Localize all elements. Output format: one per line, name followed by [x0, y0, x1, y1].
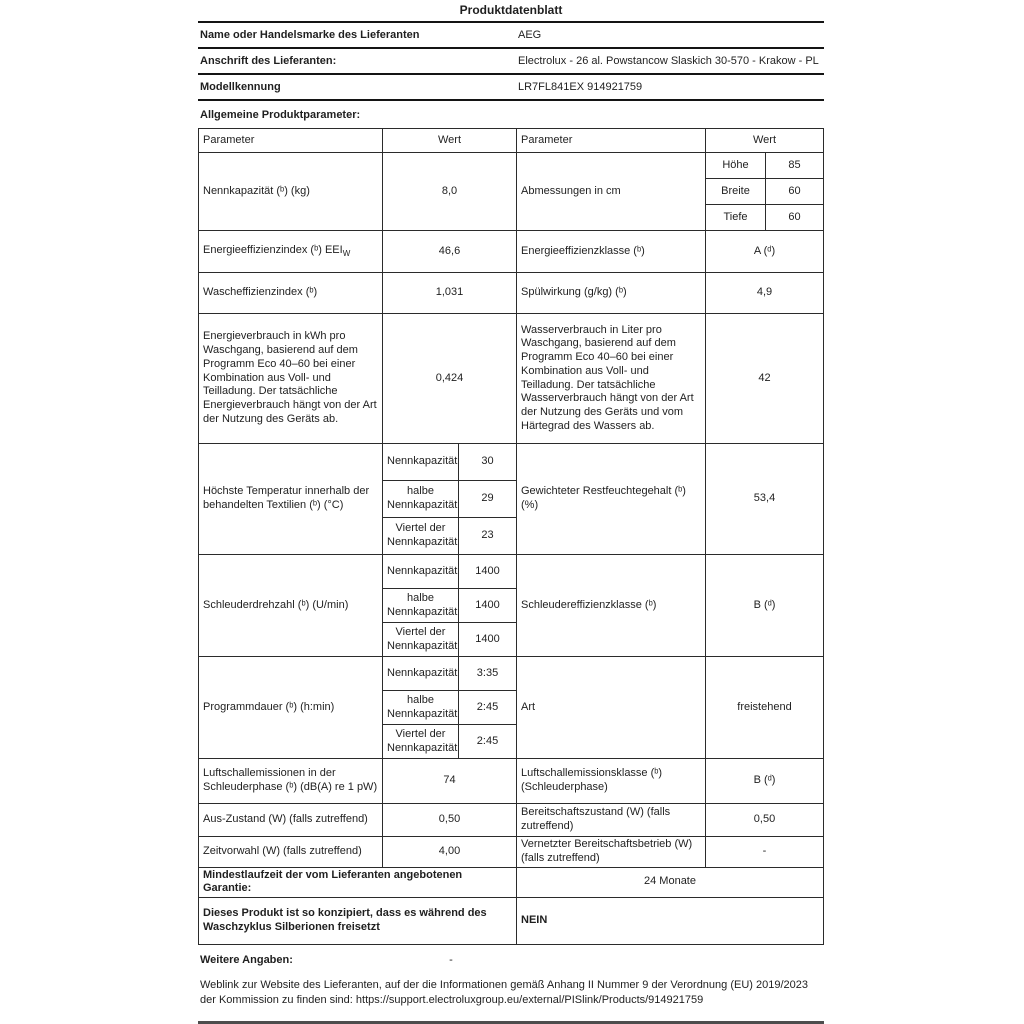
delay-start-value: 4,00	[383, 837, 517, 868]
spin-speed-quarter-label: Viertel der Nennkapazität	[383, 623, 459, 657]
capacity-dimensions-row	[199, 153, 824, 179]
moisture-label: Gewichteter Restfeuchtegehalt (ᵇ) (%)	[517, 444, 706, 555]
duration-row	[199, 657, 824, 691]
section-title: Allgemeine Produktparameter:	[200, 109, 361, 121]
duration-quarter-value: 2:45	[459, 725, 517, 759]
delay-start-label: Zeitvorwahl (W) (falls zutreffend)	[199, 837, 383, 868]
parameters-table	[198, 128, 824, 945]
supplier-name-row	[198, 23, 824, 49]
energy-class-label: Energieeffizienzklasse (ᵇ)	[517, 231, 706, 273]
spin-speed-half-label: halbe Nennkapazität	[383, 589, 459, 623]
energy-class-value: A (ᵈ)	[706, 231, 824, 273]
dimension-depth-label: Tiefe	[706, 205, 766, 231]
energy-consumption-label: Energieverbrauch in kWh pro Waschgang, basierend auf dem Programm Eco 40–60 bei einer Kombination aus Voll- und Teilladung. Der tatsächliche Energieverbrauch hängt von der Art der Nutzung des Geräts ab.	[199, 314, 383, 444]
networked-standby-value: -	[706, 837, 824, 868]
duration-rated-value: 3:35	[459, 657, 517, 691]
noise-row	[199, 759, 824, 804]
water-consumption-value: 42	[706, 314, 824, 444]
supplier-weblink-text: Weblink zur Website des Lieferanten, auf der die Informationen gemäß Anhang II Nummer 9 der Verordnung (EU) 2019/2023 der Kommission zu finden sind: https://support.electroluxgroup.eu/external/PISlink/Products/914921759	[200, 979, 808, 1007]
warranty-row	[199, 867, 824, 898]
dimension-width-value: 60	[766, 179, 824, 205]
supplier-name-label: Name oder Handelsmarke des Lieferanten	[200, 29, 420, 41]
duration-half-label: halbe Nennkapazität	[383, 691, 459, 725]
header-parameter-right: Parameter	[517, 129, 706, 153]
type-label: Art	[517, 657, 706, 759]
max-temp-quarter-label: Viertel der Nennkapazität	[383, 518, 459, 555]
spin-speed-rated-value: 1400	[459, 555, 517, 589]
max-temp-half-value: 29	[459, 481, 517, 518]
eei-value: 46,6	[383, 231, 517, 273]
duration-rated-label: Nennkapazität	[383, 657, 459, 691]
noise-class-label: Luftschallemissionsklasse (ᵇ) (Schleuderphase)	[517, 759, 706, 804]
rinse-label: Spülwirkung (g/kg) (ᵇ)	[517, 273, 706, 314]
spin-class-label: Schleudereffizienzklasse (ᵇ)	[517, 555, 706, 657]
model-id-label: Modellkennung	[200, 81, 281, 93]
table-header-row	[199, 129, 824, 153]
duration-half-value: 2:45	[459, 691, 517, 725]
header-parameter-left: Parameter	[199, 129, 383, 153]
model-id-row	[198, 75, 824, 101]
capacity-label: Nennkapazität (ᵇ) (kg)	[199, 153, 383, 231]
duration-label: Programmdauer (ᵇ) (h:min)	[199, 657, 383, 759]
bottom-divider	[198, 1021, 824, 1024]
noise-class-value: B (ᵈ)	[706, 759, 824, 804]
model-id-value: LR7FL841EX 914921759	[518, 81, 643, 93]
page-title: Produktdatenblatt	[198, 0, 824, 23]
silver-ions-label: Dieses Produkt ist so konzipiert, dass es während des Waschzyklus Silberionen freisetzt	[199, 898, 517, 945]
off-mode-label: Aus-Zustand (W) (falls zutreffend)	[199, 804, 383, 837]
off-mode-value: 0,50	[383, 804, 517, 837]
silver-ions-row	[199, 898, 824, 945]
off-mode-row	[199, 804, 824, 837]
header-wert-left: Wert	[383, 129, 517, 153]
dimension-depth-value: 60	[766, 205, 824, 231]
noise-label: Luftschallemissionen in der Schleuderphase (ᵇ) (dB(A) re 1 pW)	[199, 759, 383, 804]
max-temp-label: Höchste Temperatur innerhalb der behandelten Textilien (ᵇ) (°C)	[199, 444, 383, 555]
eei-label-text: Energieeffizienzindex (ᵇ) EEI	[203, 244, 343, 256]
water-consumption-label: Wasserverbrauch in Liter pro Waschgang, basierend auf dem Programm Eco 40–60 bei einer Kombination aus Voll- und Teilladung. Der tatsächliche Wasserverbrauch hängt von der Art der Nutzung des Geräts und vom Härtegrad des Wassers ab.	[517, 314, 706, 444]
dimension-height-label: Höhe	[706, 153, 766, 179]
max-temp-rated-value: 30	[459, 444, 517, 481]
spin-speed-label: Schleuderdrehzahl (ᵇ) (U/min)	[199, 555, 383, 657]
spin-speed-quarter-value: 1400	[459, 623, 517, 657]
moisture-value: 53,4	[706, 444, 824, 555]
supplier-address-value: Electrolux - 26 al. Powstancow Slaskich 30-570 - Krakow - PL	[518, 55, 819, 67]
eei-row	[199, 231, 824, 273]
wash-index-row	[199, 273, 824, 314]
wash-index-value: 1,031	[383, 273, 517, 314]
wash-index-label: Wascheffizienzindex (ᵇ)	[199, 273, 383, 314]
duration-quarter-label: Viertel der Nennkapazität	[383, 725, 459, 759]
supplier-address-label: Anschrift des Lieferanten:	[200, 55, 337, 67]
product-data-sheet	[198, 0, 824, 1024]
rinse-value: 4,9	[706, 273, 824, 314]
eei-subscript: W	[342, 249, 351, 258]
dimensions-label: Abmessungen in cm	[517, 153, 706, 231]
standby-label: Bereitschaftszustand (W) (falls zutreffend)	[517, 804, 706, 837]
spin-speed-rated-label: Nennkapazität	[383, 555, 459, 589]
spin-class-value: B (ᵈ)	[706, 555, 824, 657]
spin-speed-half-value: 1400	[459, 589, 517, 623]
dimension-width-label: Breite	[706, 179, 766, 205]
warranty-value: 24 Monate	[517, 867, 824, 898]
energy-consumption-value: 0,424	[383, 314, 517, 444]
additional-info-label: Weitere Angaben:	[200, 954, 293, 966]
supplier-address-row	[198, 49, 824, 75]
supplier-name-value: AEG	[518, 29, 542, 41]
silver-ions-value: NEIN	[517, 898, 824, 945]
warranty-label: Mindestlaufzeit der vom Lieferanten angebotenen Garantie:	[199, 867, 517, 898]
spin-speed-row	[199, 555, 824, 589]
capacity-value: 8,0	[383, 153, 517, 231]
additional-info-row	[198, 945, 824, 968]
type-value: freistehend	[706, 657, 824, 759]
header-wert-right: Wert	[706, 129, 824, 153]
max-temp-row	[199, 444, 824, 481]
dimension-height-value: 85	[766, 153, 824, 179]
additional-info-value: -	[449, 954, 453, 966]
standby-value: 0,50	[706, 804, 824, 837]
noise-value: 74	[383, 759, 517, 804]
max-temp-rated-label: Nennkapazität	[383, 444, 459, 481]
max-temp-quarter-value: 23	[459, 518, 517, 555]
consumption-row	[199, 314, 824, 444]
networked-standby-label: Vernetzter Bereitschaftsbetrieb (W) (falls zutreffend)	[517, 837, 706, 868]
delay-start-row	[199, 837, 824, 868]
max-temp-half-label: halbe Nennkapazität	[383, 481, 459, 518]
eei-label	[199, 231, 383, 273]
